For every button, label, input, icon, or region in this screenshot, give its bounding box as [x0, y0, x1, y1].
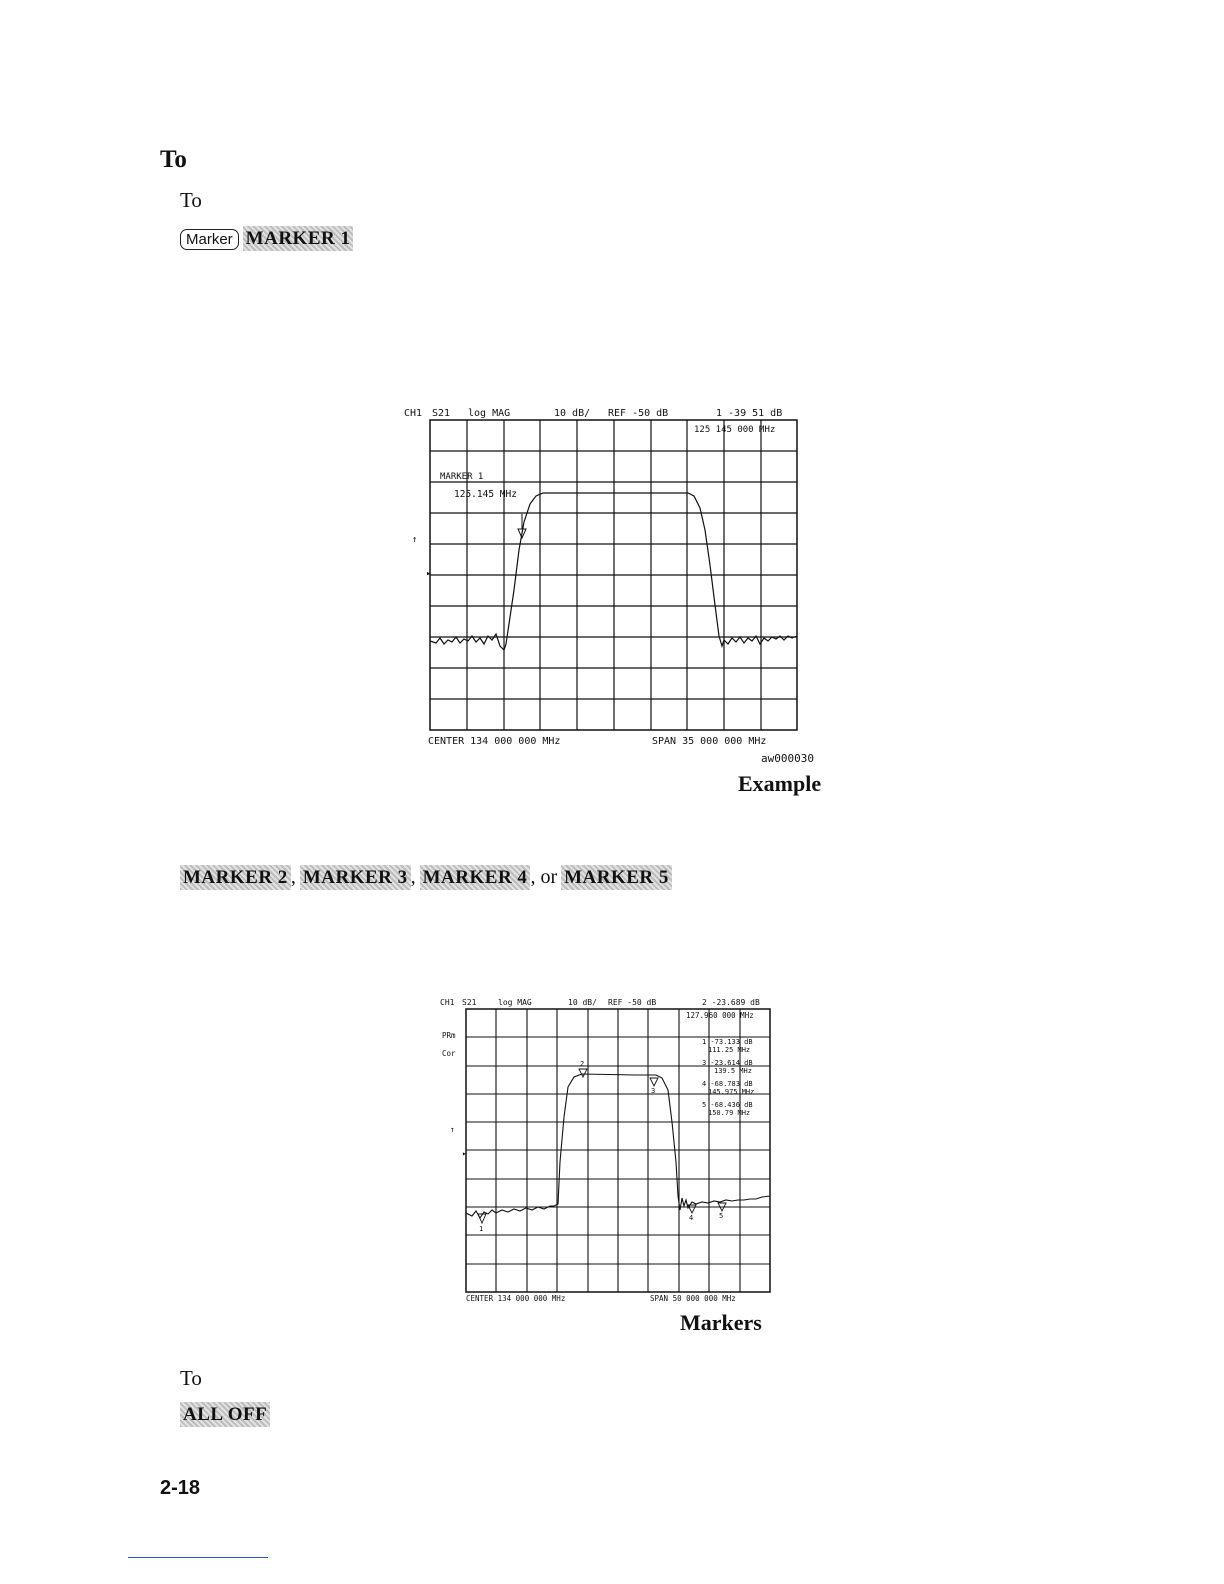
- fig1-marker-value: 125.145 MHz: [454, 489, 517, 500]
- fig1-caption: Example: [738, 771, 822, 796]
- fig1-format: log MAG: [468, 408, 511, 419]
- fig2-markers: [478, 1069, 726, 1223]
- fig1-marker-label: MARKER 1: [440, 472, 484, 482]
- fig2-marker-number-1: 1: [479, 1225, 484, 1233]
- fig1-marker-readout: 1 -39 51 dB: [716, 408, 783, 419]
- fig2-marker-3: [650, 1078, 658, 1086]
- svg-text:▸: ▸: [426, 569, 432, 579]
- fig2-marker-4-freq: 145.975 MHz: [708, 1088, 755, 1096]
- fig2-annotation-prm: PRm: [442, 1031, 456, 1040]
- fig2-marker-list: [702, 1038, 754, 1117]
- fig2-reference: REF -50 dB: [608, 998, 657, 1007]
- fig1-reference: REF -50 dB: [608, 408, 669, 419]
- fig2-marker-5-value: 5 -68.436 dB: [702, 1101, 753, 1109]
- fig2-format: log MAG: [498, 998, 532, 1007]
- fig2-marker-frequency: 127.960 000 MHz: [686, 1011, 754, 1020]
- fig2-marker-number-4: 4: [689, 1214, 694, 1222]
- svg-text:↑: ↑: [450, 1125, 455, 1134]
- fig1-span: SPAN 35 000 000 MHz: [652, 736, 767, 747]
- fig2-marker-2: [579, 1069, 587, 1077]
- svg-text:▸: ▸: [462, 1149, 467, 1158]
- fig2-annotation-cor: Cor: [442, 1049, 456, 1058]
- fig2-marker-3-value: 3 -23.614 dB: [702, 1059, 753, 1067]
- fig2-channel: CH1: [440, 998, 455, 1007]
- fig2-caption: Markers: [680, 1310, 762, 1335]
- fig1-parameter: S21: [432, 408, 451, 419]
- fig2-marker-number-5: 5: [719, 1212, 724, 1220]
- key-sequence-2: MARKER 2 , MARKER 3 , MARKER 4 , or MARKER 5: [180, 866, 672, 889]
- fig2-marker-3-freq: 139.5 MHz: [714, 1067, 752, 1075]
- key-sequence-1: [180, 228, 353, 250]
- fig2-center-frequency: CENTER 134 000 000 MHz: [466, 1294, 566, 1303]
- softkey-all-off[interactable]: ALL OFF: [180, 1402, 270, 1427]
- fig2-marker-number-3: 3: [651, 1087, 656, 1095]
- fig2-marker-5-freq: 150.79 MHz: [708, 1109, 751, 1117]
- softkey-marker-1[interactable]: MARKER 1: [243, 226, 354, 251]
- fig2-marker-1-freq: 111.25 MHz: [708, 1046, 751, 1054]
- fig2-marker-1-value: 1 -73.133 dB: [702, 1038, 753, 1046]
- page-number: 2-18: [160, 1477, 201, 1499]
- fig1-center-frequency: CENTER 134 000 000 MHz: [428, 736, 561, 747]
- fig2-marker-readout: 2 -23.689 dB: [702, 998, 760, 1007]
- analyzer-display-2: [436, 992, 786, 1312]
- section-heading: To: [160, 146, 187, 173]
- fig1-channel: CH1: [404, 408, 423, 419]
- fig2-parameter: S21: [462, 998, 477, 1007]
- softkey-marker-4[interactable]: MARKER 4: [420, 865, 531, 890]
- key-sequence-3: [180, 1404, 270, 1426]
- fig1-marker-frequency: 125 145 000 MHz: [694, 425, 776, 435]
- svg-text:↑: ↑: [412, 535, 418, 545]
- softkey-marker-2[interactable]: MARKER 2: [180, 865, 291, 890]
- marker-hardkey[interactable]: Marker: [180, 229, 239, 250]
- fig2-marker-number-2: 2: [580, 1060, 585, 1068]
- fig2-marker-4-value: 4 -68.783 dB: [702, 1080, 753, 1088]
- softkey-marker-5[interactable]: MARKER 5: [561, 865, 672, 890]
- fig2-span: SPAN 50 000 000 MHz: [650, 1294, 736, 1303]
- softkey-marker-3[interactable]: MARKER 3: [300, 865, 411, 890]
- fig2-scale: 10 dB/: [568, 998, 597, 1007]
- fig1-art-code: aw000030: [761, 752, 814, 765]
- paragraph-start-2: To: [180, 1366, 202, 1390]
- fig1-scale: 10 dB/: [554, 408, 591, 419]
- fig1-graticule: [430, 420, 797, 730]
- analyzer-display-1: [398, 400, 818, 770]
- footer-rule: [128, 1557, 268, 1558]
- paragraph-start: To: [180, 188, 202, 212]
